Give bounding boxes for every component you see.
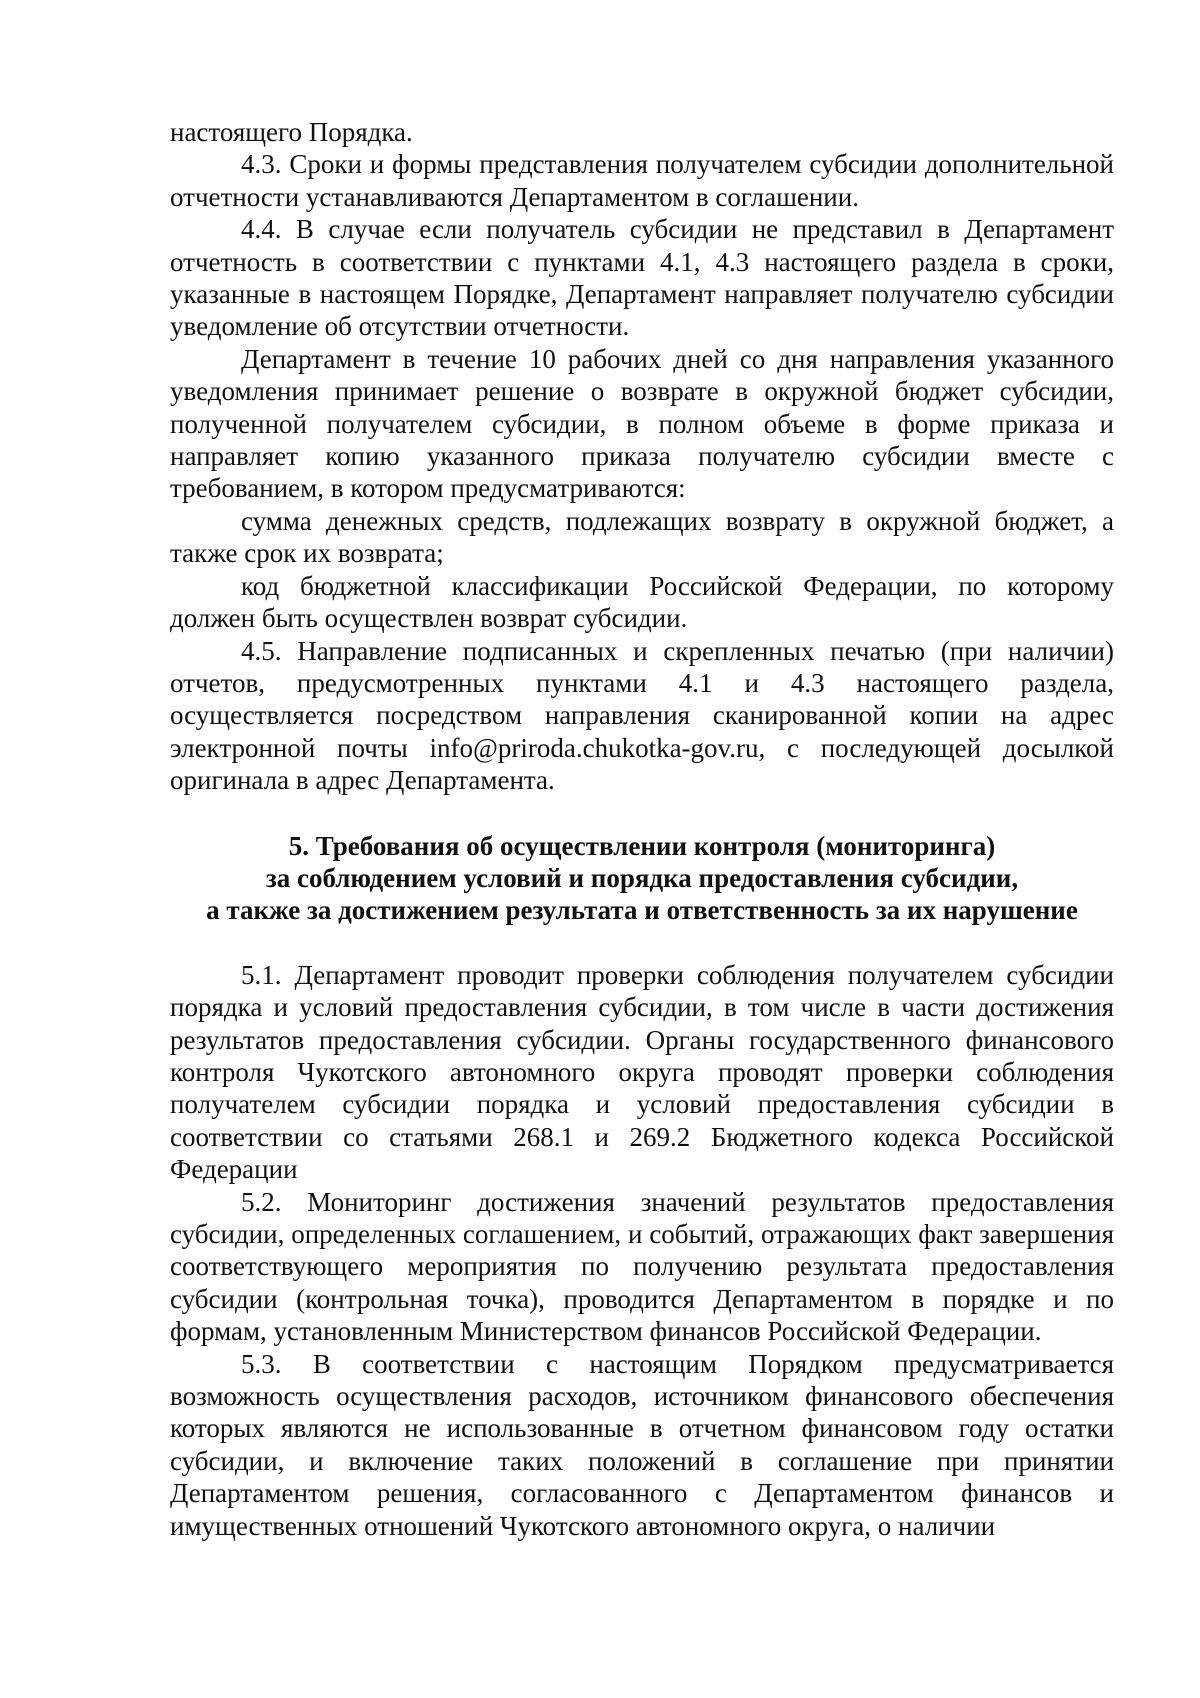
paragraph-budget-code: код бюджетной классификации Российской Федерации, по которому должен быть осуществлен возврат субсидии. bbox=[170, 570, 1114, 634]
document-body bbox=[170, 116, 1114, 1542]
email-link[interactable]: info@priroda.chukotka-gov.ru bbox=[429, 732, 759, 763]
section-5-heading bbox=[170, 830, 1114, 927]
paragraph-4-5 bbox=[170, 635, 1114, 797]
paragraph-4-5-text-end: , с последующей досылкой оригинала в адрес Департамента. bbox=[170, 732, 1114, 796]
paragraph-5-3: 5.3. В соответствии с настоящим Порядком предусматривается возможность осуществления расходов, источником финансового обеспечения которых являются не использованные в отчетном финансовом году остатки субсидии, и включение таких положений в соглашение при принятии Департаментом решения, согласованного с Департаментом финансов и имущественных отношений Чукотского автономного округа, о наличии bbox=[170, 1348, 1114, 1541]
section-5-heading-line-3: а также за достижением результата и ответственность за их нарушение bbox=[206, 895, 1078, 926]
paragraph-5-2: 5.2. Мониторинг достижения значений результатов предоставления субсидии, определенных соглашением, и событий, отражающих факт завершения соответствующего мероприятия по получению результата предоставления субсидии (контрольная точка), проводится Департаментом в порядке и по формам, установленным Министерством финансов Российской Федерации. bbox=[170, 1186, 1114, 1347]
section-5-heading-line-1: 5. Требования об осуществлении контроля (мониторинга) bbox=[288, 830, 996, 861]
paragraph-4-3: 4.3. Сроки и формы представления получателем субсидии дополнительной отчетности устанавливаются Департаментом в соглашении. bbox=[170, 149, 1114, 212]
paragraph-4-5-text-start: 4.5. Направление подписанных и скрепленных печатью (при наличии) отчетов, предусмотренных пунктами 4.1 и 4.3 настоящего раздела, осуществляется посредством направления сканированной копии на адрес электронной почты bbox=[170, 635, 1114, 763]
paragraph-4-4: 4.4. В случае если получатель субсидии не представил в Департамент отчетность в соответствии с пунктами 4.1, 4.3 настоящего раздела в сроки, указанные в настоящем Порядке, Департамент направляет получателю субсидии уведомление об отсутствии отчетности. bbox=[170, 214, 1114, 342]
section-5-heading-line-2: за соблюдением условий и порядка предоставления субсидии, bbox=[265, 862, 1019, 893]
paragraph-continuation: настоящего Порядка. bbox=[170, 117, 413, 147]
paragraph-5-1: 5.1. Департамент проводит проверки соблюдения получателем субсидии порядка и условий предоставления субсидии, в том числе в части достижения результатов предоставления субсидии. Органы государственного финансового контроля Чукотского автономного округа проводят проверки соблюдения получателем субсидии порядка и условий предоставления субсидии в соответствии со статьями 268.1 и 269.2 Бюджетного кодекса Российской Федерации bbox=[170, 959, 1114, 1185]
paragraph-refund-amount: сумма денежных средств, подлежащих возврату в окружной бюджет, а также срок их возврата; bbox=[170, 505, 1114, 569]
paragraph-department-decision: Департамент в течение 10 рабочих дней со дня направления указанного уведомления принимает решение о возврате в окружной бюджет субсидии, полученной получателем субсидии, в полном объеме в форме приказа и направляет копию указанного приказа получателю субсидии вместе с требованием, в котором предусматриваются: bbox=[170, 343, 1114, 504]
